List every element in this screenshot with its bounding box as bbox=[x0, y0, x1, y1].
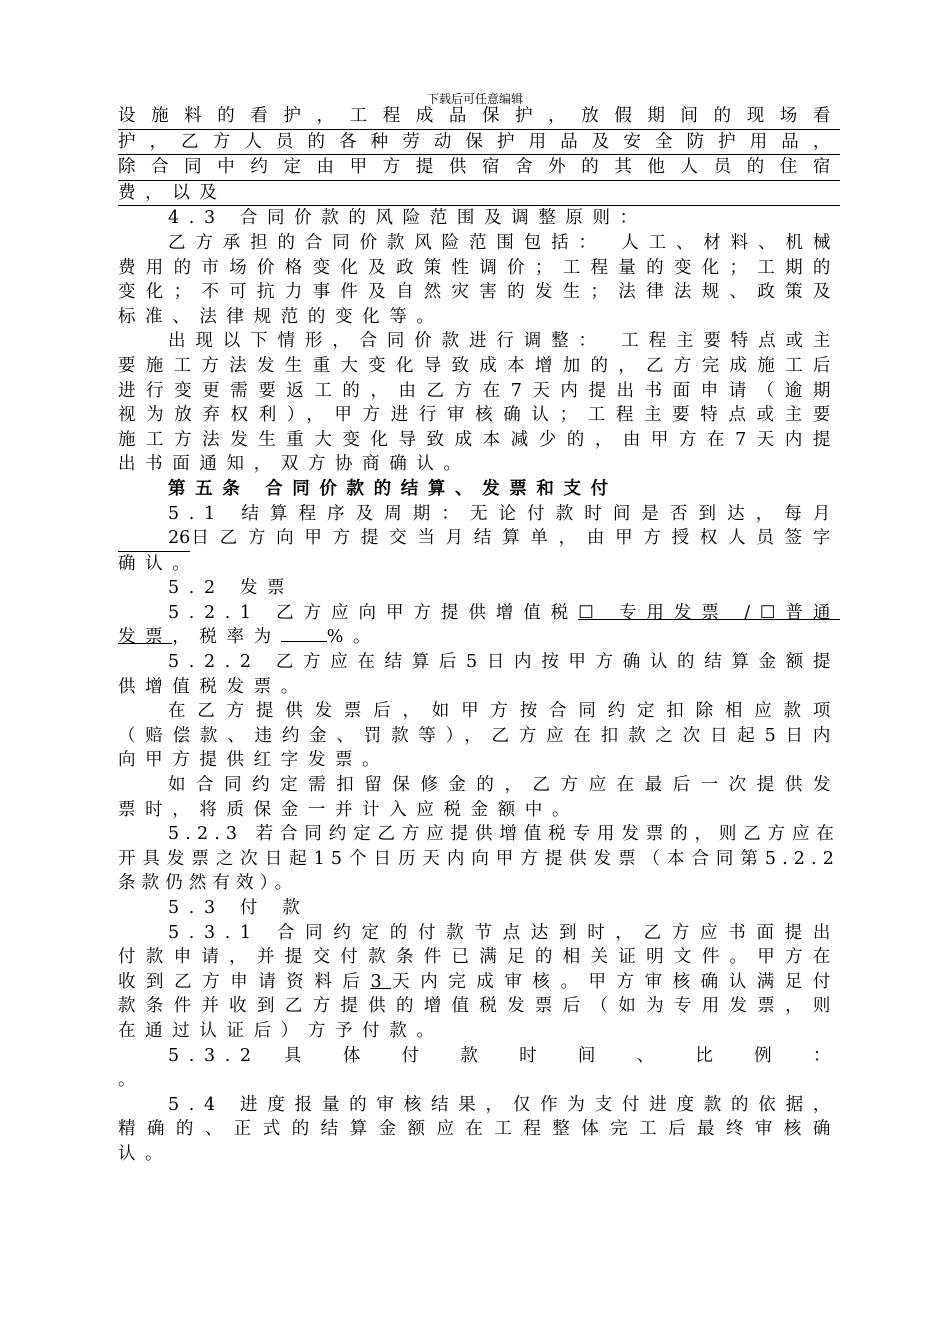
clause-5-2-title: 5.2 发票 bbox=[168, 578, 295, 599]
clause-5-4: 5.4 进度报量的审核结果，仅作为支付进度款的依据，精确的、正式的结算金额应在工程整体完工后最终审核确认。 bbox=[118, 1094, 840, 1164]
clause-5-3-2: 5.3.2 具 体 付 款 时 间 、 比 例 ： bbox=[168, 1045, 840, 1066]
clause-5-1-text-b: 日乙方向甲方提交当月结算单，由甲方授权人员签字确认。 bbox=[118, 528, 840, 574]
continued-line-2: 护，乙方人员的各种劳动保护用品及安全防护用品， bbox=[118, 130, 840, 156]
review-days-field: 3 bbox=[370, 971, 392, 992]
clause-4-3-title: 4.3 合同价款的风险范围及调整原则： bbox=[168, 208, 647, 229]
clause-5-1-text-a: 5.1 结算程序及周期：无论付款时间是否到达，每月 bbox=[168, 503, 840, 524]
invoice-type-options: ☐ 专用发票 /☐普通发票 bbox=[118, 602, 840, 648]
clause-5-3-1 bbox=[118, 921, 840, 1044]
article-5-title: 第五条 合同价款的结算、发票和支付 bbox=[168, 478, 618, 499]
clause-5-2-3: 5.2.3 若合同约定乙方应提供增值税专用发票的，则乙方应在开具发票之次日起15个日历天内向甲方提供发票（本合同第5.2.2条款仍然有效）。 bbox=[118, 824, 840, 894]
page-header: 下载后可任意编辑 bbox=[426, 92, 523, 106]
clause-5-3-title: 5.3 付 款 bbox=[168, 898, 310, 918]
continued-line-3: 除合同中约定由甲方提供宿舍外的其他人员的住宿 bbox=[118, 155, 840, 181]
clause-5-1 bbox=[118, 502, 840, 577]
clause-5-2-1-text-c: %。 bbox=[326, 627, 381, 648]
clause-4-3-risk: 乙方承担的合同价款风险范围包括： 人工、材料、机械费用的市场价格变化及政策性调价；工程量的变化；工期的变化；不可抗力事件及自然灾害的发生；法律法规、政策及标准、法律规范的变化等。 bbox=[118, 232, 840, 327]
clause-5-2-2-deduct: 在乙方提供发票后，如甲方按合同约定扣除相应款项（赔偿款、违约金、罚款等），乙方应在扣款之次日起5日内向甲方提供红字发票。 bbox=[118, 701, 840, 771]
tax-rate-blank bbox=[281, 625, 327, 642]
settlement-day-field: 26 bbox=[118, 526, 190, 552]
contract-body bbox=[118, 104, 840, 1167]
clause-4-3-adjust: 出现以下情形，合同价款进行调整： 工程主要特点或主要施工方法发生重大变化导致成本增加的，乙方完成施工后进行变更需要返工的，由乙方在7天内提出书面申请（逾期视为放弃权利），甲方进行审核确认；工程主要特点或主要施工方法发生重大变化导致成本减少的，由甲方在7天内提出书面通知，双方协商确认。 bbox=[118, 331, 840, 475]
continued-line-1: 设施料的看护，工程成品保护，放假期间的现场看 bbox=[118, 104, 840, 130]
clause-5-2-1 bbox=[118, 601, 840, 650]
clause-5-2-1-text-b: ，税率为 bbox=[172, 627, 281, 648]
clause-5-2-1-text-a: 5.2.1 乙方应向甲方提供增值税 bbox=[168, 602, 579, 623]
clause-5-3-2-tail: 。 bbox=[118, 1070, 146, 1091]
clause-5-3-1-text-a: 5.3.1 合同约定的付款节点达到时，乙方应书面提出付款申请，并提交付款条件已满足的相关证明文件。甲方在收到乙方申请资料后 bbox=[118, 922, 840, 992]
clause-5-2-2-retention: 如合同约定需扣留保修金的，乙方应在最后一次提供发票时，将质保金一并计入应税金额中。 bbox=[118, 775, 840, 820]
clause-5-2-2: 5.2.2 乙方应在结算后5日内按甲方确认的结算金额提供增值税发票。 bbox=[118, 652, 840, 697]
clause-5-3-1-text-b: 天内完成审核。甲方审核确认满足付款条件并收到乙方提供的增值税发票后（如为专用发票，则在通过认证后）方予付款。 bbox=[118, 971, 841, 1041]
continued-line-4: 费，以及 bbox=[118, 181, 840, 207]
